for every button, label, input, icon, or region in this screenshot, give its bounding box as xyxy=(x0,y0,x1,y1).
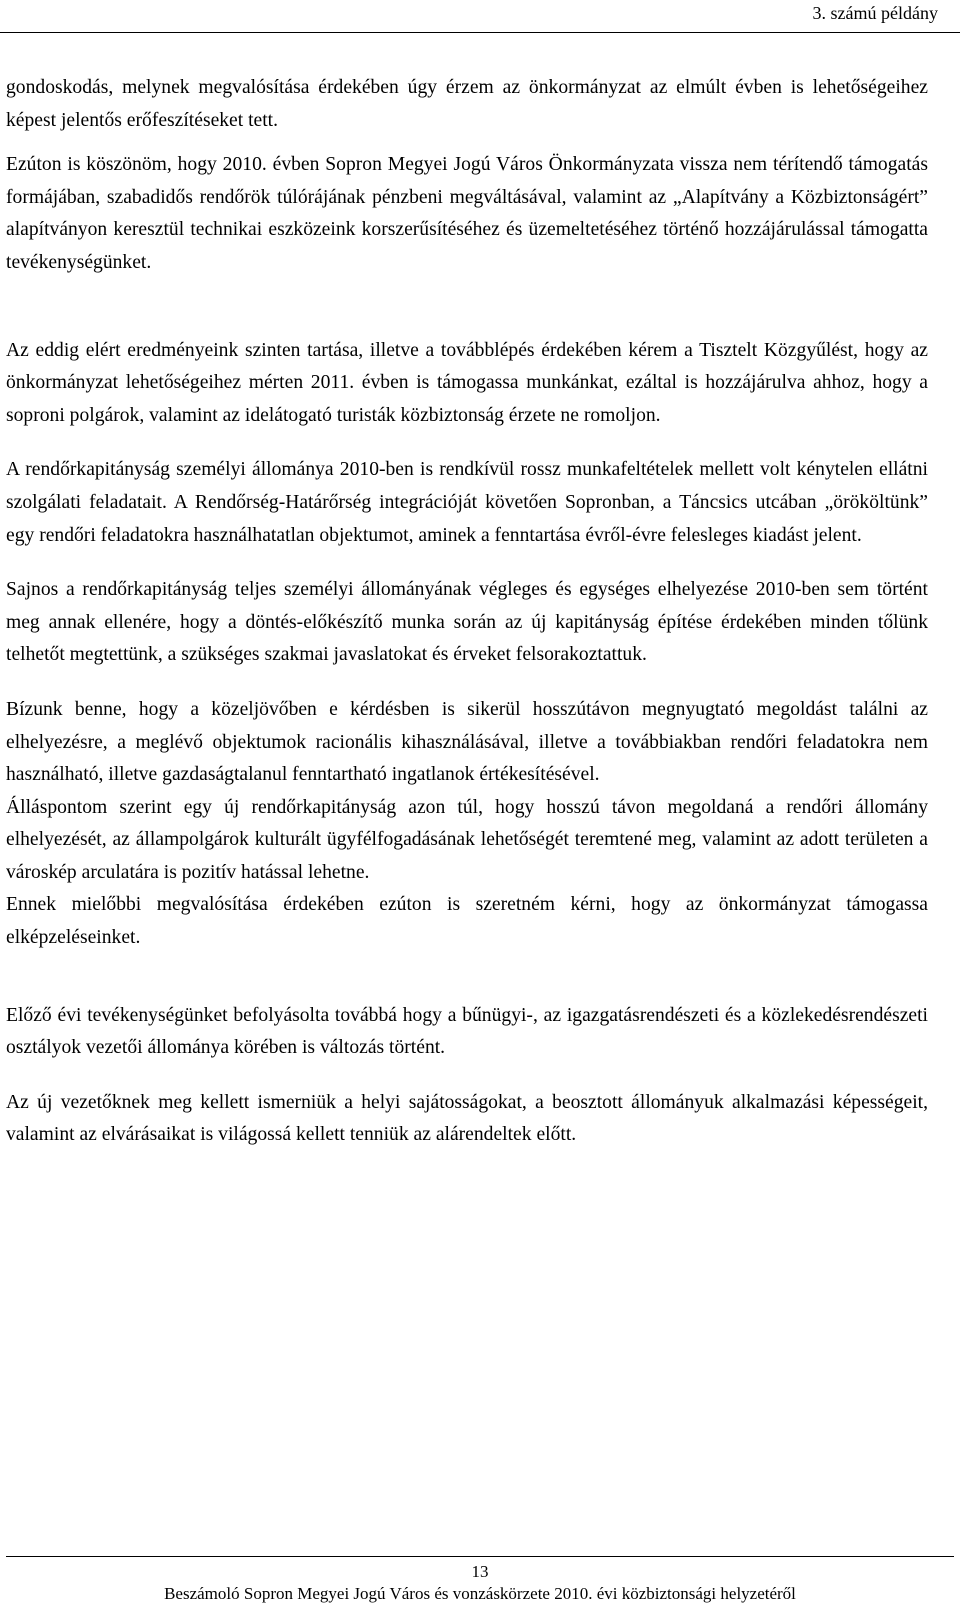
spacer xyxy=(6,552,928,574)
header-divider xyxy=(0,32,960,33)
paragraph-5: Sajnos a rendőrkapitányság teljes személyi állományának végleges és egységes elhelyezése 2010-ben sem történt meg annak ellenére, hogy a döntés-előkészítő munka során az új kapitányság építése érdekében minden tőlünk telhetőt megtettünk, a szükséges szakmai javaslatokat és érveket felsorakoztattuk. xyxy=(6,579,928,666)
spacer xyxy=(6,955,928,1000)
document-body xyxy=(6,72,928,1152)
paragraph-4: A rendőrkapitányság személyi állománya 2010-ben is rendkívül rossz munkafeltételek mellett volt kénytelen ellátni szolgálati feladatait. A Rendőrség-Határőrség integrációját követően Sopronban, a Táncsics utcában „örököltünk” egy rendőri feladatokra használhatatlan objektumot, aminek a fenntartása évről-évre felesleges kiadást jelent. xyxy=(6,459,928,546)
paragraph-6: Bízunk benne, hogy a közeljövőben e kérdésben is sikerül hosszútávon megnyugtató megoldást találni az elhelyezésre, a meglévő objektumok racionális kihasználásával, illetve a továbbiakban rendőri feladatokra nem használható, illetve gazdaságtalanul fenntartható ingatlanok értékesítésével. xyxy=(6,698,928,786)
paragraph-3: Az eddig elért eredményeink szinten tartása, illetve a továbblépés érdekében kérem a Tisztelt Közgyűlést, hogy az önkormányzat lehetőségeihez mérten 2011. évben is támogassa munkánkat, ezáltal is hozzájárulva ahhoz, hogy a soproni polgárok, valamint az idelátogató turisták közbiztonság érzete ne romoljon. xyxy=(6,339,928,426)
spacer xyxy=(6,1065,928,1087)
spacer xyxy=(6,280,928,335)
spacer xyxy=(6,137,928,149)
footer-divider xyxy=(6,1556,954,1557)
footer-title: Beszámoló Sopron Megyei Jogú Város és vonzáskörzete 2010. évi közbiztonsági helyzetéről xyxy=(164,1584,796,1603)
spacer xyxy=(6,672,928,694)
paragraph-9: Előző évi tevékenységünket befolyásolta továbbá hogy a bűnügyi-, az igazgatásrendészeti és a közlekedésrendészeti osztályok vezetői állománya körében is változás történt. xyxy=(6,1004,928,1059)
copy-number-label: 3. számú példány xyxy=(812,3,938,23)
paragraph-2: Ezúton is köszönöm, hogy 2010. évben Sopron Megyei Jogú Város Önkormányzata vissza nem térítendő támogatás formájában, szabadidős rendőrök túlórájának pénzbeni megváltásával, valamint az „Alapítvány a Közbiztonságért” alapítványon keresztül technikai eszközeink korszerűsítéséhez és üzemeltetéséhez történő hozzájárulással támogatta tevékenységünket. xyxy=(6,154,928,273)
page-footer xyxy=(0,1556,960,1617)
paragraph-8: Ennek mielőbbi megvalósítása érdekében ezúton is szeretném kérni, hogy az önkormányzat támogassa elképzeléseinket. xyxy=(6,894,928,949)
page-number: 13 xyxy=(471,1562,489,1581)
paragraph-1: gondoskodás, melynek megvalósítása érdekében úgy érzem az önkormányzat az elmúlt évben is lehetőségeihez képest jelentős erőfeszítéseket tett. xyxy=(6,77,928,131)
page-header xyxy=(0,0,960,38)
paragraph-10: Az új vezetőknek meg kellett ismerniük a helyi sajátosságokat, a beosztott állományuk alkalmazási képességeit, valamint az elvárásaikat is világossá kellett tenniük az alárendeltek előtt. xyxy=(6,1091,928,1146)
paragraph-7: Álláspontom szerint egy új rendőrkapitányság azon túl, hogy hosszú távon megoldaná a rendőri állomány elhelyezését, az állampolgárok kulturált ügyfélfogadásának lehetőségét teremtené meg, valamint az adott területen a városkép arculatára is pozitív hatással lehetne. xyxy=(6,796,928,883)
spacer xyxy=(6,432,928,454)
